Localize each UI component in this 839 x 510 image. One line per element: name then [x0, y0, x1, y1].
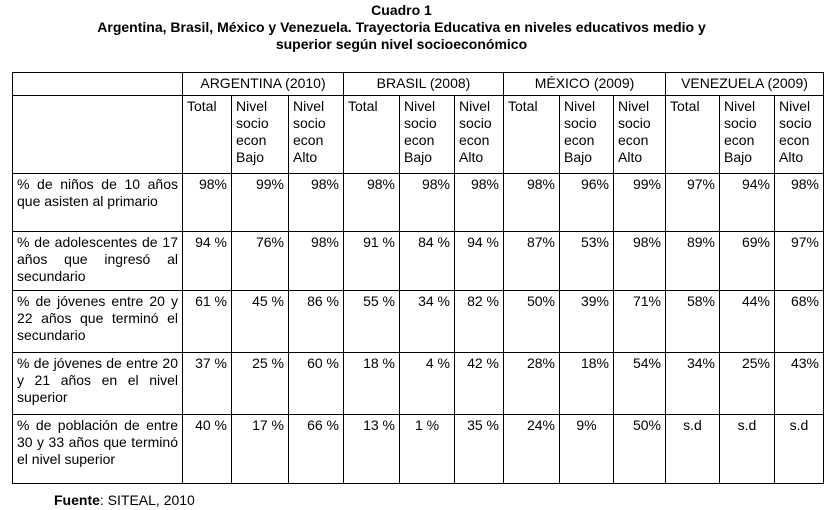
- subheader-nivel-alto: Nivel socio econ Alto: [775, 96, 824, 174]
- value-cell: 98%: [344, 174, 400, 232]
- value-cell: 94 %: [183, 232, 232, 291]
- caption-line-1: Argentina, Brasil, México y Venezuela. Trayectoria Educativa en niveles educativos medio y: [97, 19, 706, 35]
- source-note: [54, 492, 195, 509]
- value-cell: 13 %: [344, 415, 400, 484]
- value-cell: s.d: [775, 415, 824, 484]
- value-cell: 35 %: [455, 415, 504, 484]
- subheader-nivel-bajo: Nivel socio econ Bajo: [560, 96, 614, 174]
- table-row: [13, 415, 824, 484]
- value-cell: 53%: [560, 232, 614, 291]
- value-cell: 84 %: [400, 232, 455, 291]
- source-text: : SITEAL, 2010: [99, 492, 195, 508]
- country-header-venezuela: VENEZUELA (2009): [666, 73, 824, 96]
- value-cell: 24%: [504, 415, 560, 484]
- subheader-total: Total: [504, 96, 560, 174]
- value-cell: 60 %: [289, 353, 344, 415]
- value-cell: 98%: [289, 232, 344, 291]
- value-cell: 98%: [455, 174, 504, 232]
- value-cell: 98%: [183, 174, 232, 232]
- value-cell: 76%: [232, 232, 289, 291]
- value-cell: 39%: [560, 291, 614, 353]
- value-cell: 54%: [614, 353, 666, 415]
- subheader-total: Total: [344, 96, 400, 174]
- value-cell: 50%: [504, 291, 560, 353]
- table-caption: [0, 2, 803, 53]
- row-label: % de niños de 10 años que asisten al primario: [13, 174, 183, 232]
- header-empty-cell: [13, 73, 183, 96]
- value-cell: 45 %: [232, 291, 289, 353]
- value-cell: 99%: [232, 174, 289, 232]
- value-cell: 61 %: [183, 291, 232, 353]
- country-header-row: [13, 73, 824, 96]
- value-cell: 17 %: [232, 415, 289, 484]
- subheader-total: Total: [183, 96, 232, 174]
- value-cell: 34 %: [400, 291, 455, 353]
- caption-title: Cuadro 1: [371, 2, 432, 18]
- value-cell: 98%: [614, 232, 666, 291]
- value-cell: 18 %: [344, 353, 400, 415]
- table-row: [13, 291, 824, 353]
- value-cell: 58%: [666, 291, 720, 353]
- row-label: % de población de entre 30 y 33 años que terminó el nivel superior: [13, 415, 183, 484]
- subheader-nivel-alto: Nivel socio econ Alto: [455, 96, 504, 174]
- value-cell: 98%: [289, 174, 344, 232]
- value-cell: 25 %: [232, 353, 289, 415]
- value-cell: s.d: [666, 415, 720, 484]
- subheader-nivel-bajo: Nivel socio econ Bajo: [232, 96, 289, 174]
- value-cell: 98%: [504, 174, 560, 232]
- subheader-total: Total: [666, 96, 720, 174]
- country-header-mexico: MÉXICO (2009): [504, 73, 666, 96]
- value-cell: 98%: [400, 174, 455, 232]
- value-cell: 68%: [775, 291, 824, 353]
- caption-line-2: superior según nivel socioeconómico: [275, 36, 528, 52]
- value-cell: 66 %: [289, 415, 344, 484]
- subheader-empty-cell: [13, 96, 183, 174]
- value-cell: 89%: [666, 232, 720, 291]
- value-cell: 97%: [775, 232, 824, 291]
- value-cell: 82 %: [455, 291, 504, 353]
- value-cell: 9%: [560, 415, 614, 484]
- subheader-nivel-bajo: Nivel socio econ Bajo: [400, 96, 455, 174]
- value-cell: 40 %: [183, 415, 232, 484]
- subheader-nivel-alto: Nivel socio econ Alto: [289, 96, 344, 174]
- table-row: [13, 232, 824, 291]
- table-row: [13, 174, 824, 232]
- value-cell: 98%: [775, 174, 824, 232]
- value-cell: 69%: [720, 232, 775, 291]
- value-cell: 25%: [720, 353, 775, 415]
- subheader-nivel-alto: Nivel socio econ Alto: [614, 96, 666, 174]
- value-cell: 1 %: [400, 415, 455, 484]
- row-label: % de adolescentes de 17 años que ingresó al secundario: [13, 232, 183, 291]
- value-cell: 96%: [560, 174, 614, 232]
- subheader-row: [13, 96, 824, 174]
- value-cell: 94%: [720, 174, 775, 232]
- education-table: [12, 72, 824, 484]
- value-cell: 99%: [614, 174, 666, 232]
- value-cell: 18%: [560, 353, 614, 415]
- value-cell: 37 %: [183, 353, 232, 415]
- value-cell: 28%: [504, 353, 560, 415]
- value-cell: 86 %: [289, 291, 344, 353]
- value-cell: 55 %: [344, 291, 400, 353]
- value-cell: 50%: [614, 415, 666, 484]
- value-cell: 71%: [614, 291, 666, 353]
- subheader-nivel-bajo: Nivel socio econ Bajo: [720, 96, 775, 174]
- value-cell: 42 %: [455, 353, 504, 415]
- value-cell: 94 %: [455, 232, 504, 291]
- source-label: Fuente: [54, 492, 100, 508]
- value-cell: 44%: [720, 291, 775, 353]
- row-label: % de jóvenes de entre 20 y 21 años en el nivel superior: [13, 353, 183, 415]
- value-cell: 97%: [666, 174, 720, 232]
- value-cell: 91 %: [344, 232, 400, 291]
- value-cell: 43%: [775, 353, 824, 415]
- table-row: [13, 353, 824, 415]
- value-cell: s.d: [720, 415, 775, 484]
- value-cell: 87%: [504, 232, 560, 291]
- value-cell: 4 %: [400, 353, 455, 415]
- value-cell: 34%: [666, 353, 720, 415]
- country-header-argentina: ARGENTINA (2010): [183, 73, 344, 96]
- row-label: % de jóvenes entre 20 y 22 años que terminó el secundario: [13, 291, 183, 353]
- country-header-brasil: BRASIL (2008): [344, 73, 504, 96]
